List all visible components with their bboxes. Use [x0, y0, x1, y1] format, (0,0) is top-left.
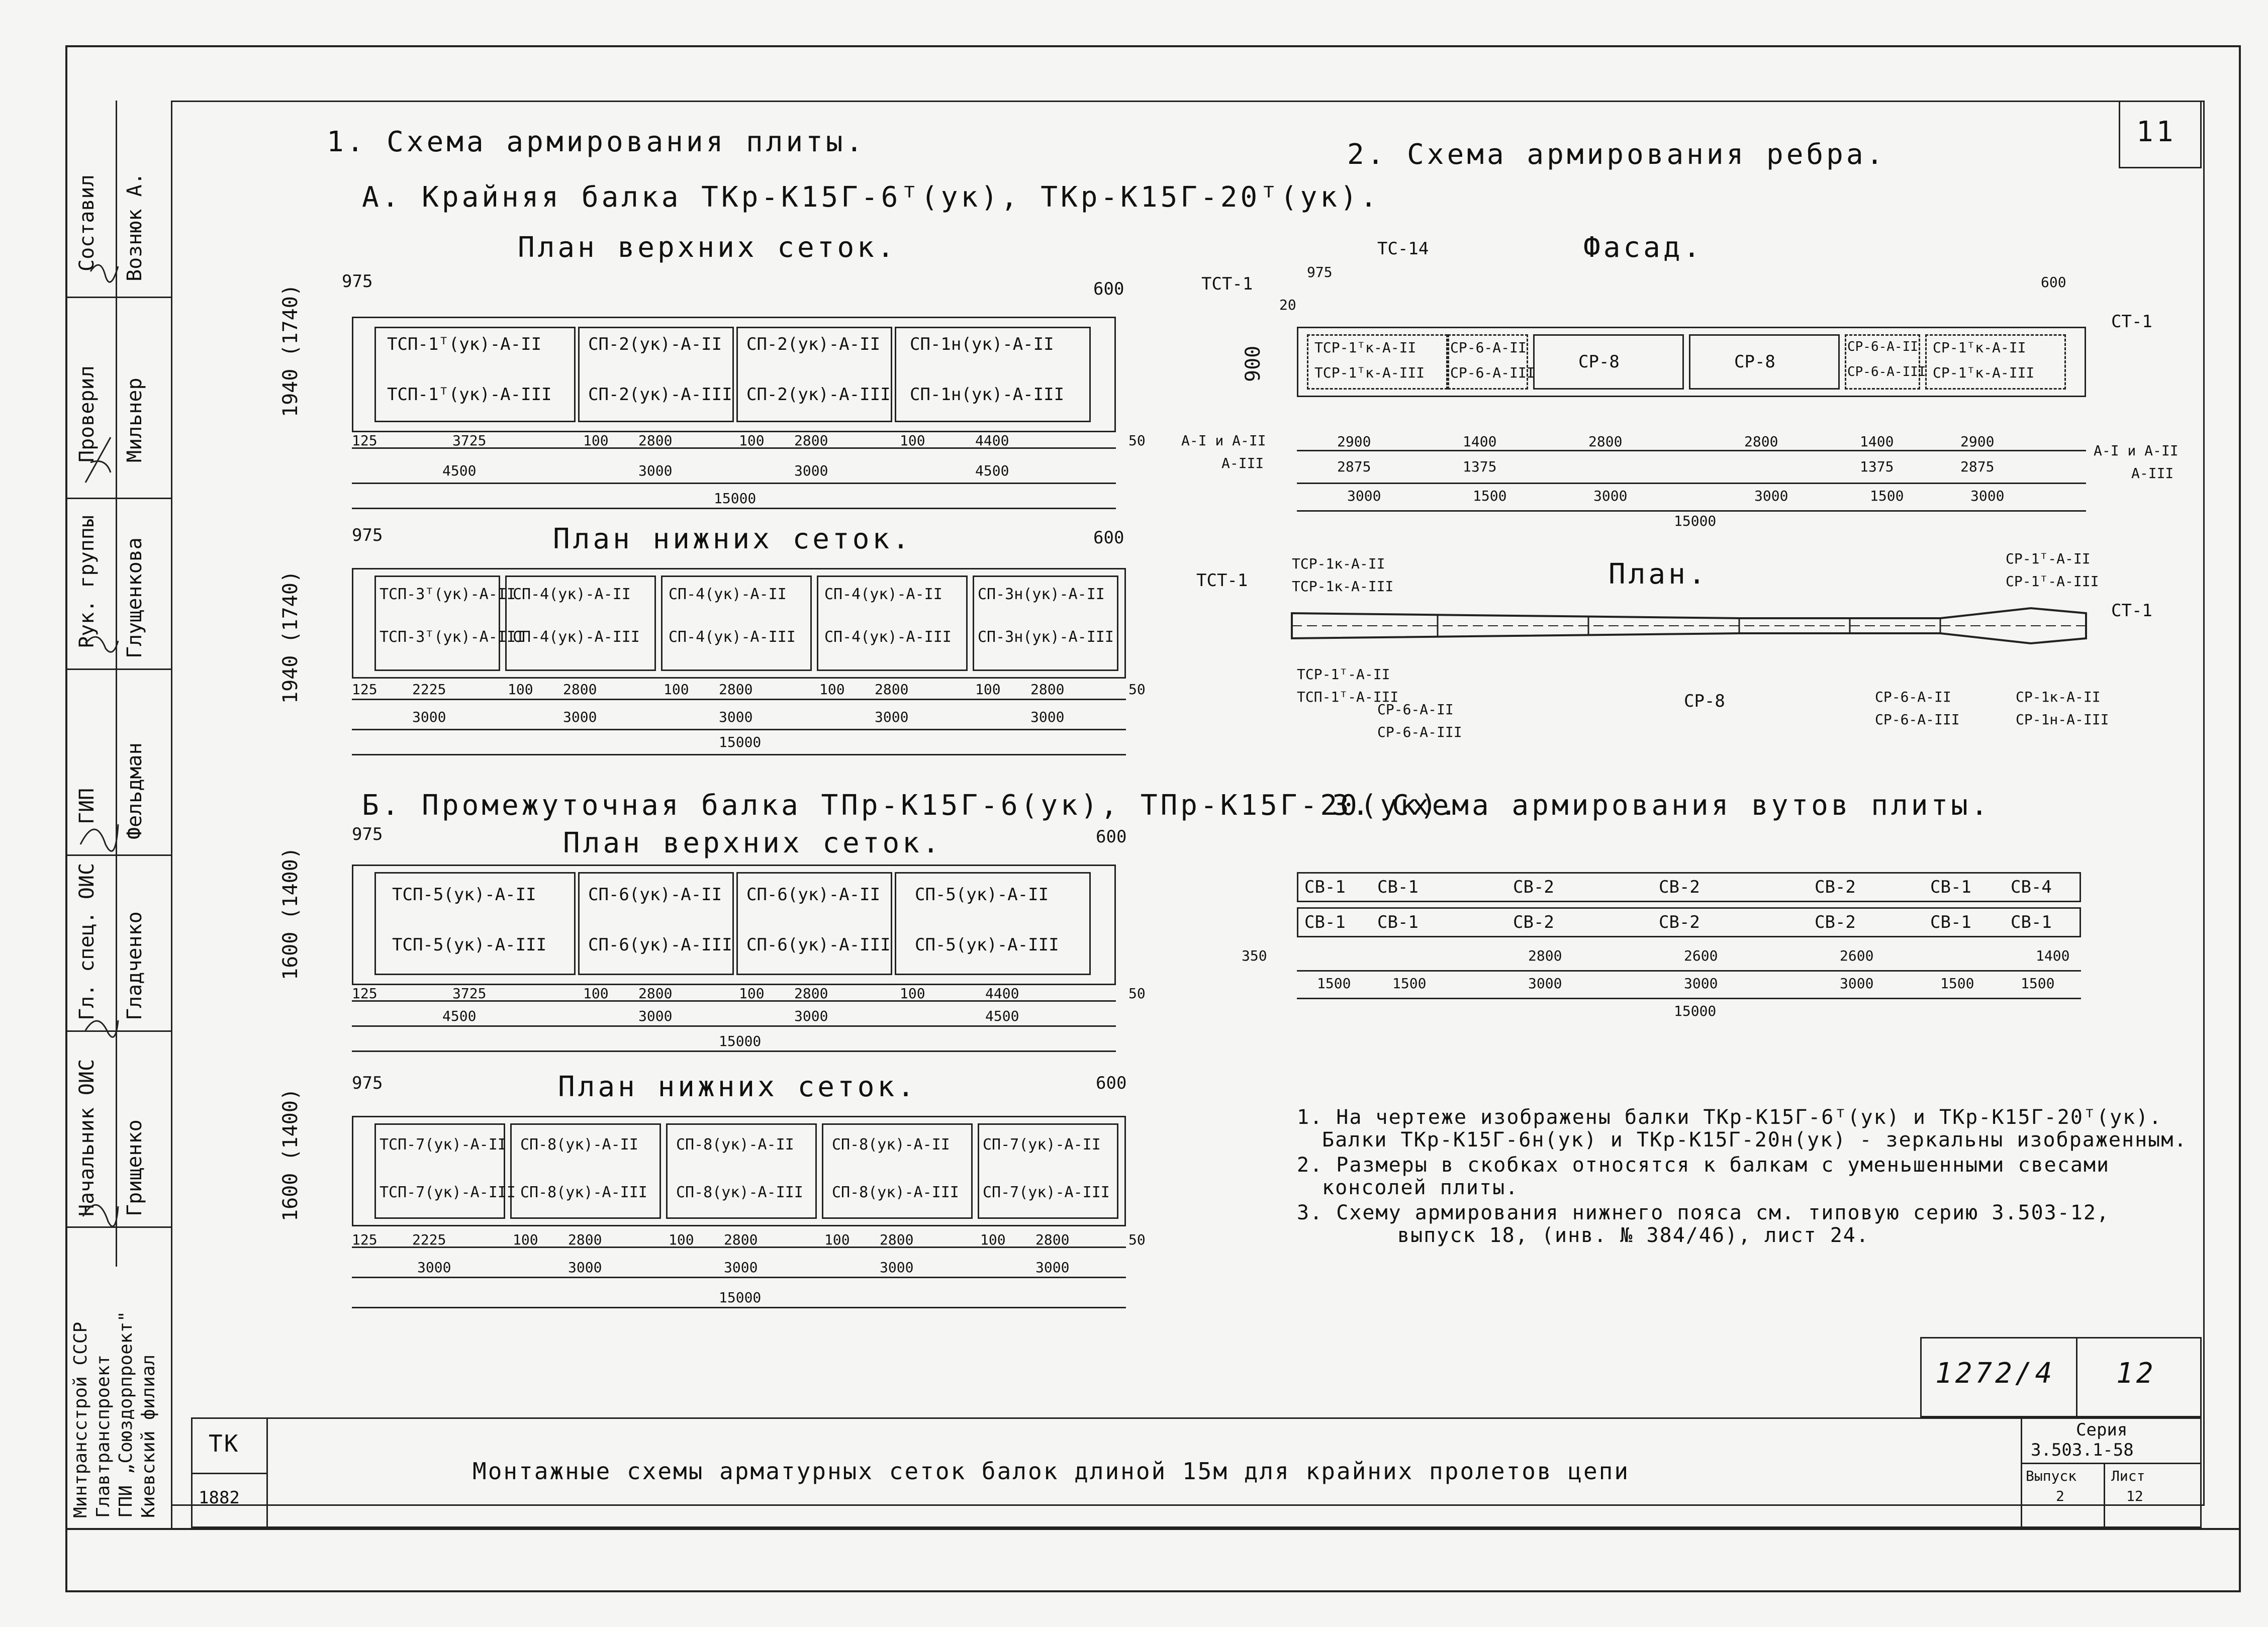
meshB-top-label: ТСП-5(ук)-А-III: [392, 935, 547, 955]
dim: 4400: [985, 985, 1019, 1002]
dim: 2875: [1337, 458, 1371, 475]
plan-bottom-b-title: План нижних сеток.: [558, 1071, 917, 1103]
dim: 1500: [1870, 488, 1904, 504]
dim: 100: [513, 1231, 538, 1248]
vut-label: СВ-1: [1377, 912, 1419, 932]
issue-value: 2: [2056, 1488, 2064, 1504]
facade-label: ТС-14: [1377, 239, 1429, 259]
dim: 3000: [794, 462, 828, 479]
dim: 3000: [880, 1259, 914, 1276]
meshB-bot-label: ТСП-7(ук)-А-II: [380, 1136, 507, 1154]
dim: 2800: [568, 1231, 602, 1248]
dim-line: [1297, 483, 2086, 484]
dim-total: 15000: [1674, 1003, 1717, 1019]
meshB-top-label: СП-6(ук)-А-III: [746, 935, 891, 955]
dim: 100: [583, 985, 609, 1002]
meshA-top-label: ТСП-1ᵀ(ук)-А-II: [387, 334, 542, 354]
dim-line: [1297, 510, 2086, 512]
plan2-label: СР-1н-А-III: [2016, 711, 2109, 728]
dim-total: 15000: [719, 1033, 762, 1049]
dim-line: [352, 483, 1116, 484]
plan2-label: СР-6-А-III: [1377, 724, 1462, 740]
dim: 3000: [1840, 975, 1874, 992]
meshB-top-label: СП-6(ук)-А-III: [588, 935, 732, 955]
dim: 125: [352, 1231, 377, 1248]
dim: 1400: [1860, 433, 1894, 450]
doc-code-divider: [2076, 1337, 2077, 1417]
meshB-bot-label: СП-8(ук)-А-II: [520, 1136, 638, 1154]
meshA-bot-label: СП-4(ук)-А-II: [669, 586, 787, 603]
facade-cell-label: СР-6-А-III: [1847, 364, 1926, 379]
dim: 3000: [1754, 488, 1788, 504]
meshA-bot-label: СП-3н(ук)-А-III: [978, 628, 1114, 646]
dim-total: 15000: [719, 734, 762, 750]
dim: 3000: [1684, 975, 1718, 992]
vut-label: СВ-1: [1377, 877, 1419, 897]
plan2-label: ТСР-1ᵀ-А-II: [1297, 666, 1390, 683]
meshA-top-left-dim: 975: [342, 271, 373, 292]
plan2-label: СТ-1: [2111, 601, 2152, 621]
dim-line: [352, 1050, 1116, 1052]
sig-role-6: Начальник ОИС: [75, 1059, 99, 1216]
list-label: Лист: [2111, 1468, 2145, 1484]
sig-role-2: Проверил: [75, 365, 99, 462]
section1-subtitle-b: Б. Промежуточная балка ТПр-К15Г-6(ук), ТПр-К15Г-20(ук).: [362, 789, 1460, 822]
vut-label: СВ-2: [1659, 912, 1700, 932]
vut-label: СВ-1: [1304, 877, 1346, 897]
dim: 100: [819, 681, 845, 698]
drawing-title: Монтажные схемы арматурных сеток балок длиной 15м для крайних пролетов цепи: [472, 1458, 1630, 1485]
facade-label: 600: [2041, 274, 2066, 291]
dim: 2900: [1960, 433, 1995, 450]
dim: 3000: [563, 709, 597, 725]
meshB-bot-label: СП-7(ук)-А-III: [983, 1184, 1110, 1201]
note-line: консолей плиты.: [1322, 1176, 1519, 1199]
plan2-label: СР-1ᵀ-А-III: [2006, 573, 2099, 590]
dim: 3000: [1030, 709, 1065, 725]
facade-side: А-III: [1221, 455, 1264, 471]
meshB-bot-label: ТСП-7(ук)-А-III: [380, 1184, 516, 1201]
org-line-2: Главтранспроект: [93, 1354, 114, 1518]
plan2-label: СР-6-А-II: [1875, 689, 1951, 705]
meshA-bot-label: СП-3н(ук)-А-II: [978, 586, 1105, 603]
vut-label: СВ-1: [1930, 912, 1971, 932]
vut-label: СВ-2: [1513, 877, 1554, 897]
dim: 2800: [1528, 947, 1562, 964]
dim: 100: [900, 432, 925, 449]
note-line: Балки ТКр-К15Г-6н(ук) и ТКр-К15Г-20н(ук) - зеркальны изображенным.: [1322, 1128, 2188, 1152]
vut-label: СВ-2: [1815, 912, 1856, 932]
dim: 350: [1242, 947, 1267, 964]
section3-title: 3. Схема армирования вутов плиты.: [1332, 789, 1991, 822]
dim-line: [1297, 998, 2081, 999]
dim: 100: [900, 985, 925, 1002]
plan2-label: ТСР-1к-А-III: [1292, 578, 1394, 595]
dim: 100: [739, 985, 765, 1002]
issue-label: Выпуск: [2026, 1468, 2077, 1484]
dim: 125: [352, 985, 377, 1002]
note-line: 3. Схему армирования нижнего пояса см. типовую серию 3.503-12,: [1297, 1201, 2110, 1224]
meshB-bot-height: 1600 (1400): [279, 1088, 302, 1221]
meshB-bot-label: СП-7(ук)-А-II: [983, 1136, 1101, 1154]
dim-line: [352, 1277, 1126, 1278]
dim: 2900: [1337, 433, 1371, 450]
plan2-label: ТСТ-1: [1196, 570, 1248, 591]
vut-label: СВ-2: [1659, 877, 1700, 897]
meshA-top-label: СП-1н(ук)-А-II: [910, 334, 1054, 354]
meshB-bot-right-dim: 600: [1096, 1073, 1127, 1093]
plan2-label: СР-6-А-III: [1875, 711, 1960, 728]
meshA-bot-label: ТСП-3ᵀ(ук)-А-III: [380, 628, 525, 646]
title-block-line: [2021, 1417, 2022, 1528]
section2-title: 2. Схема армирования ребра.: [1347, 138, 1886, 171]
meshA-top-height: 1940 (1740): [279, 284, 302, 417]
dim: 1375: [1860, 458, 1894, 475]
dim: 50: [1128, 432, 1146, 449]
dim: 3000: [1347, 488, 1381, 504]
meshB-top-label: ТСП-5(ук)-А-II: [392, 885, 536, 905]
dim: 4500: [442, 1008, 477, 1024]
sig-role-5: Гл. спец. ОИС: [75, 863, 99, 1020]
dim-line: [1297, 450, 2086, 451]
title-block-line: [2104, 1463, 2105, 1528]
dim: 2600: [1840, 947, 1874, 964]
dim: 50: [1128, 1231, 1146, 1248]
meshA-bot-label: ТСП-3ᵀ(ук)-А-II: [380, 586, 516, 603]
dim-total: 15000: [719, 1289, 762, 1306]
title-code: 1882: [199, 1488, 240, 1508]
dim: 1400: [1463, 433, 1497, 450]
meshB-bot-label: СП-8(ук)-А-III: [676, 1184, 803, 1201]
dim: 2800: [563, 681, 597, 698]
sig-name-4: Фельдман: [123, 742, 146, 839]
facade-cell-label: ТСР-1ᵀк-А-II: [1314, 339, 1416, 356]
org-line-4: Киевский филиал: [138, 1354, 159, 1518]
note-line: 2. Размеры в скобках относятся к балкам с уменьшенными свесами: [1297, 1154, 2110, 1177]
dim: 3000: [1593, 488, 1628, 504]
title-block-line: [266, 1417, 268, 1528]
sig-name-2: Мильнер: [123, 377, 146, 462]
sig-name-3: Глущенкова: [123, 537, 146, 658]
dim-total: 15000: [1674, 513, 1717, 529]
plan2-title: План.: [1609, 558, 1709, 591]
facade-side: А-III: [2131, 465, 2174, 482]
facade-cell-label: СР-8: [1734, 352, 1775, 372]
dim-line: [1297, 970, 2081, 972]
dim: 2800: [794, 432, 828, 449]
meshB-top-height: 1600 (1400): [279, 847, 302, 980]
dim: 2800: [638, 985, 673, 1002]
sig-name-6: Грищенко: [123, 1119, 146, 1216]
meshA-bot-label: СП-4(ук)-А-III: [513, 628, 640, 646]
dim-line: [352, 1025, 1116, 1027]
meshB-top-label: СП-6(ук)-А-II: [588, 885, 722, 905]
dim: 4500: [975, 462, 1009, 479]
facade-label: СТ-1: [2111, 312, 2152, 332]
org-line-3: ГПИ „Союздорпроект": [116, 1311, 136, 1518]
dim: 3725: [452, 985, 487, 1002]
dim: 3000: [1970, 488, 2005, 504]
vut-label: СВ-1: [2011, 912, 2052, 932]
rib-plan-drawing: [1287, 598, 2091, 658]
dim: 3000: [638, 1008, 673, 1024]
dim: 3725: [452, 432, 487, 449]
meshB-bot-label: СП-8(ук)-А-II: [676, 1136, 794, 1154]
meshA-top-label: СП-2(ук)-А-II: [746, 334, 881, 354]
meshA-bot-left-dim: 975: [352, 525, 383, 545]
dim: 3000: [719, 709, 753, 725]
facade-side: А-I и А-II: [1181, 432, 1266, 449]
sig-role-1: Составил: [75, 174, 99, 271]
vut-label: СВ-2: [1513, 912, 1554, 932]
meshA-bot-right-dim: 600: [1093, 528, 1124, 548]
dim: 3000: [412, 709, 446, 725]
dim: 125: [352, 432, 377, 449]
dim: 100: [975, 681, 1001, 698]
dim: 3000: [875, 709, 909, 725]
dim: 1500: [1317, 975, 1351, 992]
bottom-strip: [65, 1528, 2239, 1530]
dim-line: [352, 699, 1126, 700]
dim: 3000: [1035, 1259, 1070, 1276]
dim: 2800: [1030, 681, 1065, 698]
dim: 3000: [1528, 975, 1562, 992]
dim: 2225: [412, 681, 446, 698]
meshB-bot-label: СП-8(ук)-А-III: [832, 1184, 959, 1201]
dim: 100: [583, 432, 609, 449]
dim: 2800: [1588, 433, 1623, 450]
plan2-label: СР-1к-А-II: [2016, 689, 2101, 705]
dim: 50: [1128, 985, 1146, 1002]
note-line: выпуск 18, (инв. № 384/46), лист 24.: [1397, 1224, 1869, 1247]
dim-line: [352, 508, 1116, 509]
facade-cell-label: СР-6-А-II: [1450, 339, 1527, 356]
meshA-top-label: СП-2(ук)-А-II: [588, 334, 722, 354]
dim: 2800: [638, 432, 673, 449]
facade-side: А-I и А-II: [2094, 442, 2179, 459]
dim: 2800: [724, 1231, 758, 1248]
doc-sheet: 12: [2116, 1357, 2156, 1390]
vut-label: СВ-1: [1930, 877, 1971, 897]
meshA-bot-label: СП-4(ук)-А-III: [824, 628, 952, 646]
dim: 2875: [1960, 458, 1995, 475]
dim: 1500: [2021, 975, 2055, 992]
facade-cell-label: СР-8: [1578, 352, 1620, 372]
dim: 2800: [880, 1231, 914, 1248]
facade-label: ТСТ-1: [1201, 274, 1253, 294]
dim: 4500: [442, 462, 477, 479]
dim: 2800: [719, 681, 753, 698]
plan2-label: СР-8: [1684, 691, 1725, 711]
dim: 1500: [1940, 975, 1974, 992]
dim: 1500: [1473, 488, 1507, 504]
title-block-line: [2021, 1463, 2202, 1464]
dim: 4400: [975, 432, 1009, 449]
facade-title: Фасад.: [1583, 231, 1704, 264]
title-tk: ТК: [209, 1430, 240, 1457]
dim: 100: [980, 1231, 1006, 1248]
dim: 100: [664, 681, 689, 698]
meshB-top-label: СП-5(ук)-А-II: [915, 885, 1049, 905]
dim: 2800: [1744, 433, 1778, 450]
facade-cell-label: СР-6-А-III: [1450, 364, 1535, 381]
facade-cell-label: СР-1ᵀк-А-II: [1933, 339, 2026, 356]
section1-subtitle-a: А. Крайняя балка ТКр-К15Г-6ᵀ(ук), ТКр-К15Г-20ᵀ(ук).: [362, 181, 1380, 214]
meshB-top-label: СП-5(ук)-А-III: [915, 935, 1059, 955]
dim: 50: [1128, 681, 1146, 698]
sig-name-5: Гладченко: [123, 911, 146, 1020]
plan2-label: СР-6-А-II: [1377, 701, 1454, 718]
sig-role-4: ГИП: [75, 788, 99, 824]
dim: 3000: [794, 1008, 828, 1024]
meshA-bot-label: СП-4(ук)-А-III: [669, 628, 796, 646]
vut-label: СВ-2: [1815, 877, 1856, 897]
series-label: Серия: [2076, 1420, 2128, 1440]
dim: 1375: [1463, 458, 1497, 475]
meshB-bot-left-dim: 975: [352, 1073, 383, 1093]
signature-scribbles: [70, 101, 121, 1267]
dim: 2800: [794, 985, 828, 1002]
dim: 100: [508, 681, 533, 698]
title-block-line: [191, 1473, 266, 1474]
facade-label: 975: [1307, 264, 1333, 280]
facade-height: 900: [1242, 345, 1265, 382]
dim: 2800: [1035, 1231, 1070, 1248]
facade-label: 20: [1279, 297, 1296, 313]
org-line-1: Минтрансстрой СССР: [70, 1321, 91, 1518]
meshA-bot-label: СП-4(ук)-А-II: [513, 586, 631, 603]
dim: 100: [739, 432, 765, 449]
meshA-top-label: СП-2(ук)-А-III: [746, 385, 891, 405]
note-line: 1. На чертеже изображены балки ТКр-К15Г-6ᵀ(ук) и ТКр-К15Г-20ᵀ(ук).: [1297, 1106, 2162, 1129]
meshA-top-label: ТСП-1ᵀ(ук)-А-III: [387, 385, 552, 405]
dim: 100: [824, 1231, 850, 1248]
sig-role-3: Рук. группы: [75, 515, 99, 648]
section1-title: 1. Схема армирования плиты.: [327, 126, 866, 158]
sig-name-1: Вознюк А.: [123, 172, 146, 281]
meshA-top-right-dim: 600: [1093, 279, 1124, 299]
dim: 3000: [568, 1259, 602, 1276]
meshB-top-left-dim: 975: [352, 824, 383, 844]
facade-cell-label: СР-1ᵀк-А-III: [1933, 364, 2035, 381]
meshA-bot-label: СП-4(ук)-А-II: [824, 586, 942, 603]
dim: 3000: [724, 1259, 758, 1276]
dim: 2800: [875, 681, 909, 698]
dim: 1500: [1392, 975, 1427, 992]
plan-bottom-a-title: План нижних сеток.: [553, 523, 912, 555]
vut-label: СВ-1: [1304, 912, 1346, 932]
dim-line: [352, 1307, 1126, 1308]
series-value: 3.503.1-58: [2031, 1440, 2134, 1460]
dim: 125: [352, 681, 377, 698]
meshB-bot-label: СП-8(ук)-А-II: [832, 1136, 950, 1154]
dim: 2600: [1684, 947, 1718, 964]
plan-top-b-title: План верхних сеток.: [563, 827, 942, 859]
plan-top-a-title: План верхних сеток.: [518, 231, 897, 264]
meshB-top-right-dim: 600: [1096, 827, 1127, 847]
plan2-label: СР-1ᵀ-А-II: [2006, 550, 2091, 567]
dim: 4500: [985, 1008, 1019, 1024]
sheet-number-top: 11: [2136, 116, 2177, 148]
facade-cell-label: СР-6-А-II: [1847, 339, 1918, 354]
doc-code: 1272/4: [1935, 1357, 2055, 1390]
list-value: 12: [2126, 1488, 2143, 1504]
dim: 3000: [417, 1259, 451, 1276]
meshA-top-label: СП-2(ук)-А-III: [588, 385, 732, 405]
dim: 3000: [638, 462, 673, 479]
meshA-bot-height: 1940 (1740): [279, 570, 302, 704]
dim-line: [352, 754, 1126, 755]
dim-total: 15000: [714, 490, 757, 507]
meshA-top-label: СП-1н(ук)-А-III: [910, 385, 1065, 405]
dim: 100: [669, 1231, 694, 1248]
facade-cell-label: ТСР-1ᵀк-А-III: [1314, 364, 1425, 381]
dim: 1400: [2036, 947, 2070, 964]
vut-label: СВ-4: [2011, 877, 2052, 897]
meshB-bot-label: СП-8(ук)-А-III: [520, 1184, 647, 1201]
dim: 2225: [412, 1231, 446, 1248]
plan2-label: ТСР-1к-А-II: [1292, 555, 1385, 572]
plan2-label: ТСП-1ᵀ-А-III: [1297, 689, 1399, 705]
meshB-top-label: СП-6(ук)-А-II: [746, 885, 881, 905]
dim-line: [352, 729, 1126, 730]
